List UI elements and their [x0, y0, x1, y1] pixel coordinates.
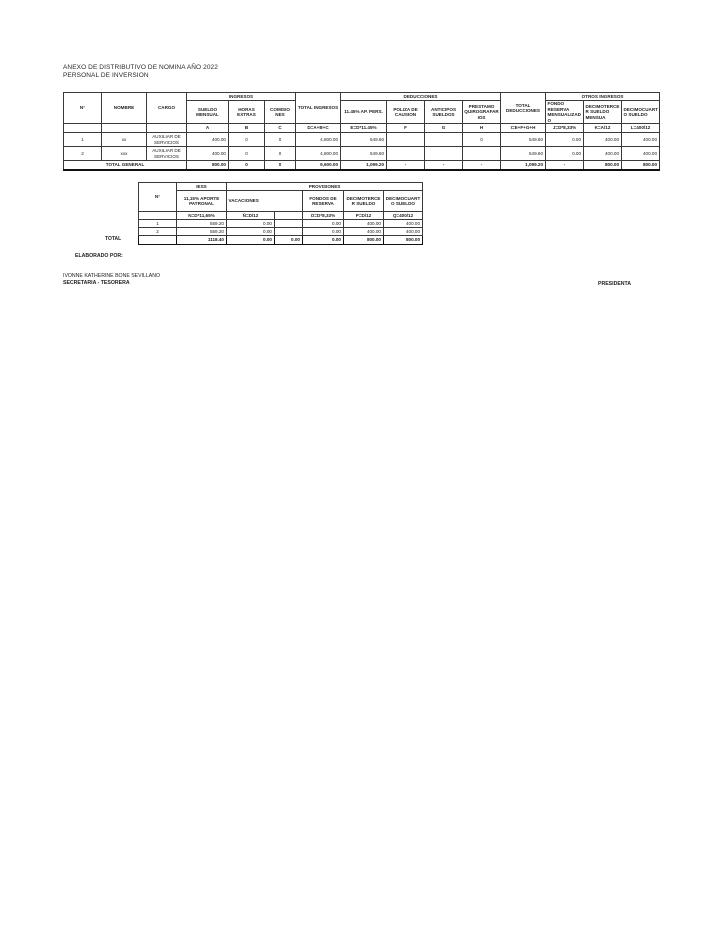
table-cell: IESS	[177, 183, 227, 191]
table-cell: 400.00	[344, 220, 384, 228]
table-cell: 0.00	[303, 236, 344, 245]
table-cell: N=D*11,65%	[177, 212, 227, 220]
table-cell: 559.20	[177, 228, 227, 236]
table-cell	[147, 124, 187, 133]
table-cell: J=D*8,33%	[546, 124, 584, 133]
elaborado-por-label: ELABORADO POR:	[75, 253, 123, 259]
provisions-table	[138, 182, 423, 245]
table-cell: 0.00	[303, 220, 344, 228]
table-cell: I=E+F+G+H	[501, 124, 546, 133]
table-cell: A	[187, 124, 229, 133]
table-cell	[102, 124, 147, 133]
table-cell	[463, 147, 501, 161]
table-cell: PROVISIONES	[227, 183, 423, 191]
table-cell: 0	[229, 133, 265, 147]
table-cell: D=A+B+C	[296, 124, 341, 133]
table-cell: 549.60	[501, 133, 546, 147]
payroll-table	[63, 92, 660, 171]
table-cell: H	[463, 124, 501, 133]
table-cell	[139, 236, 177, 245]
table-cell: 549.60	[501, 147, 546, 161]
table-cell: Ñ=D/12	[227, 212, 275, 220]
table-cell: ANTICIPOS SUELDOS	[425, 101, 463, 124]
table-cell: 0	[265, 133, 296, 147]
table-cell: 1	[139, 220, 177, 228]
table-cell: 0	[229, 161, 265, 170]
table-cell: 0.00	[275, 236, 303, 245]
table-cell: CARGO	[147, 93, 187, 124]
table-cell	[64, 124, 102, 133]
table-cell: P=D/12	[344, 212, 384, 220]
table-cell: 0	[265, 147, 296, 161]
table-cell: 400.00	[622, 147, 660, 161]
table-cell: 400.00	[344, 228, 384, 236]
table-cell: -	[387, 161, 425, 170]
table-cell: 0	[229, 147, 265, 161]
table-cell	[425, 147, 463, 161]
table-cell: 800.00	[344, 236, 384, 245]
table-cell: B	[229, 124, 265, 133]
signature-role-left: SECRETARIA - TESORERA	[63, 280, 130, 286]
title-block	[63, 64, 218, 80]
table-cell: 2	[139, 228, 177, 236]
table-cell: HORAS EXTRAS	[229, 101, 265, 124]
table-cell: 800.00	[384, 236, 423, 245]
table-cell: xx	[102, 133, 147, 147]
table-cell: xxx	[102, 147, 147, 161]
table-cell: 400.00	[584, 133, 622, 147]
table-cell: 4,800.00	[296, 133, 341, 147]
table-cell: TOTAL DEDUCCIONES	[501, 93, 546, 124]
table-cell: 0	[265, 161, 296, 170]
table-cell: 800.00	[584, 161, 622, 170]
table-cell: 0.00	[303, 228, 344, 236]
table-cell: 400.00	[384, 228, 423, 236]
table-cell: DECIMOTERCER SUELDO	[344, 191, 384, 212]
table-cell: 400.00	[622, 133, 660, 147]
table-cell: 9,600.00	[296, 161, 341, 170]
table-cell: POLIZA DE CAUSION	[387, 101, 425, 124]
table-cell: AUXILIAR DE SERVICIOS	[147, 133, 187, 147]
table-cell: DECIMOCUARTO SUELDO	[384, 191, 423, 212]
table-cell: -	[546, 161, 584, 170]
table-cell: AUXILIAR DE SERVICIOS	[147, 147, 187, 161]
table-cell: 11,15% APORTE PATRONAL	[177, 191, 227, 212]
table-cell: DECIMOTERCER SUELDO MENSUA	[584, 101, 622, 124]
table-cell: 11.45% AP. PERS.	[341, 101, 387, 124]
table-cell: 0.00	[546, 147, 584, 161]
table-cell	[275, 228, 303, 236]
signature-role-right: PRESIDENTA	[598, 281, 632, 287]
table-cell	[425, 133, 463, 147]
table-cell: 1	[64, 133, 102, 147]
table-cell: OTROS INGRESOS	[546, 93, 660, 101]
signature-name: IVONNE KATHERINE BONE SEVILLANO	[63, 273, 161, 279]
table-cell: 549.60	[341, 133, 387, 147]
table-cell: TOTAL INGRESOS	[296, 93, 341, 124]
table-cell: 400.00	[384, 220, 423, 228]
table-cell: 1118.40	[177, 236, 227, 245]
table-cell: 400.00	[584, 147, 622, 161]
table-cell: COMISIO NES	[265, 101, 296, 124]
table-cell: E=D*11.45%	[341, 124, 387, 133]
table-cell	[387, 133, 425, 147]
table-cell: C	[265, 124, 296, 133]
table-cell: FONDOS DE RESERVA	[303, 191, 344, 212]
table-cell: G	[425, 124, 463, 133]
table-cell: K=A/12	[584, 124, 622, 133]
table-cell	[275, 220, 303, 228]
table-cell: -	[425, 161, 463, 170]
table-cell: 4,800.00	[296, 147, 341, 161]
table-cell: 0.00	[227, 236, 275, 245]
table-cell: N°	[139, 183, 177, 212]
table-cell: FONDO RESERVA MENSUALIZADO	[546, 101, 584, 124]
total-label: TOTAL	[105, 236, 122, 242]
table-cell: PRESTAMO QUIROGRAFARIOS	[463, 101, 501, 124]
table-cell: 800.00	[622, 161, 660, 170]
table-cell: 0	[463, 133, 501, 147]
table-cell: 0.00	[227, 228, 275, 236]
table-cell: Q=400/12	[384, 212, 423, 220]
table-cell: 1,099.20	[501, 161, 546, 170]
table-cell	[387, 147, 425, 161]
table-cell: NOMBRE	[102, 93, 147, 124]
table-cell: L=400/12	[622, 124, 660, 133]
table-cell: 400.00	[187, 133, 229, 147]
table-cell: 400.00	[187, 147, 229, 161]
document-subtitle: PERSONAL DE INVERSION	[63, 72, 149, 79]
table-cell: DEDUCCIONES	[341, 93, 501, 101]
table-cell: DECIMOCUARTO SUELDO	[622, 101, 660, 124]
table-cell: INGRESOS	[187, 93, 296, 101]
table-cell: O=D*8,33%	[303, 212, 344, 220]
table-cell: 800.00	[187, 161, 229, 170]
table-cell: VACACIONES	[227, 191, 303, 212]
table-cell: 0.00	[227, 220, 275, 228]
table-cell: -	[463, 161, 501, 170]
table-cell: 549.60	[341, 147, 387, 161]
table-cell: 2	[64, 147, 102, 161]
table-cell	[275, 212, 303, 220]
table-cell: F	[387, 124, 425, 133]
table-cell	[139, 212, 177, 220]
table-cell: 559.20	[177, 220, 227, 228]
table-cell: TOTAL GENERAL	[64, 161, 187, 170]
document-title: ANEXO DE DISTRIBUTIVO DE NOMINA AÑO 2022	[63, 64, 218, 71]
table-cell: 0.00	[546, 133, 584, 147]
table-cell: 1,099.20	[341, 161, 387, 170]
table-cell: N°	[64, 93, 102, 124]
table-cell: SUELDO MENSUAL	[187, 101, 229, 124]
